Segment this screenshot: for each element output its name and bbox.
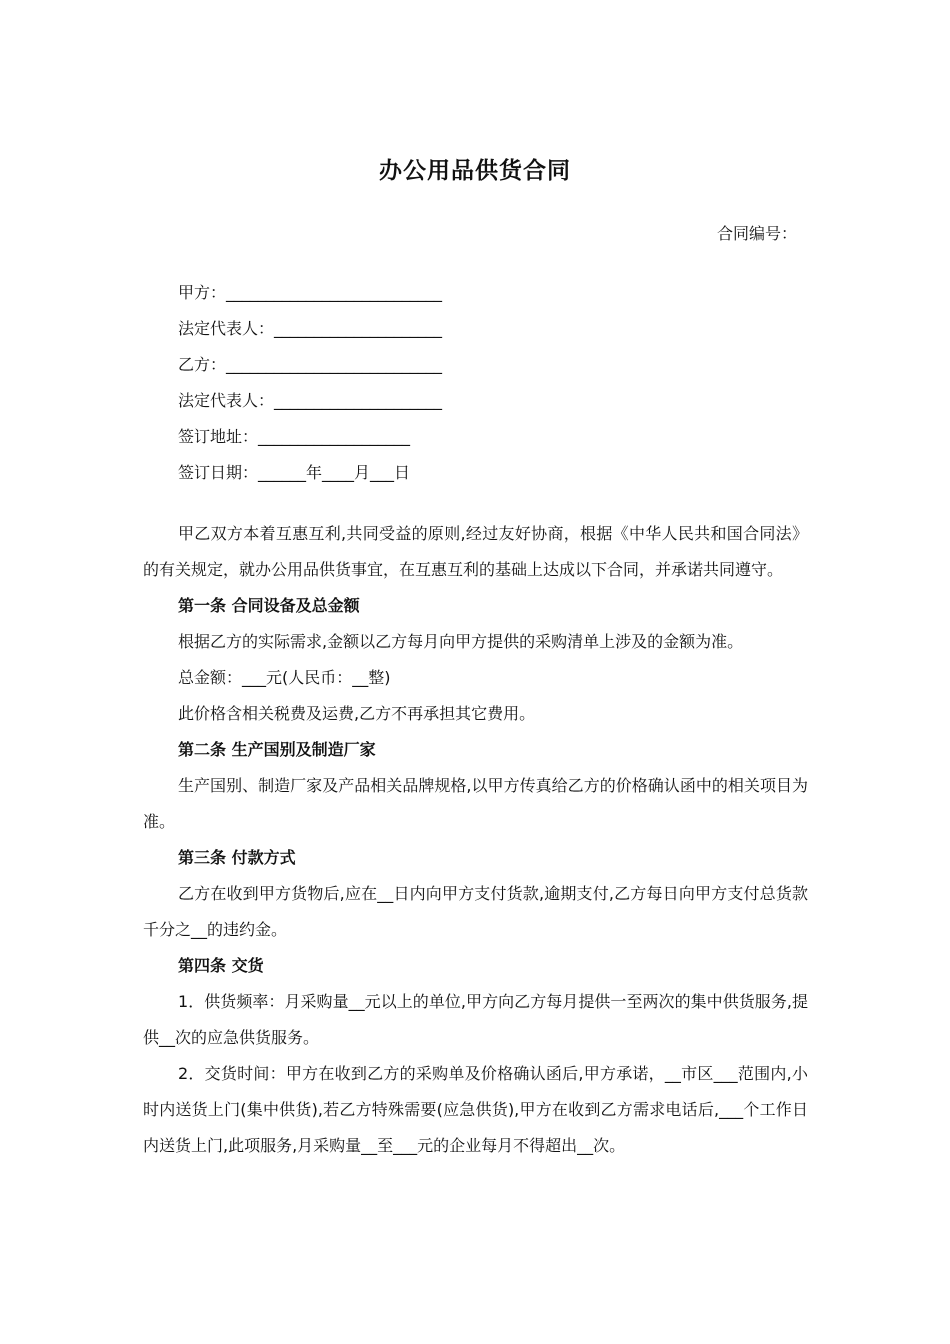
party-b-line: 乙方：___________________________ [178, 355, 443, 374]
article-2-paragraph-1: 生产国别、制造厂家及产品相关品牌规格,以甲方传真给乙方的价格确认函中的相关项目为准。 [143, 776, 808, 831]
article-4-heading: 第四条 交货 [178, 956, 264, 975]
article-4-paragraph-1: 1．供货频率：月采购量__元以上的单位,甲方向乙方每月提供一至两次的集中供货服务,提供__次的应急供货服务。 [143, 992, 808, 1047]
article-3-paragraph-1: 乙方在收到甲方货物后,应在__日内向甲方支付货款,逾期支付,乙方每日向甲方支付总货款千分之__的违约金。 [143, 884, 808, 939]
article-1-total-amount: 总金额：___元(人民币：__整) [178, 668, 391, 687]
party-b-representative-line: 法定代表人：_____________________ [178, 391, 443, 410]
party-a-line: 甲方：___________________________ [178, 283, 443, 302]
article-4-paragraph-2: 2．交货时间：甲方在收到乙方的采购单及价格确认函后,甲方承诺，__市区___范围内,小时内送货上门(集中供货),若乙方特殊需要(应急供货),甲方在收到乙方需求电话后,___个工作日内送货上门,此项服务,月采购量__至___元的企业每月不得超出__次。 [143, 1064, 808, 1155]
party-info-block [178, 280, 442, 496]
article-1-paragraph-1: 根据乙方的实际需求,金额以乙方每月向甲方提供的采购清单上涉及的金额为准。 [178, 632, 744, 651]
contract-body [143, 516, 808, 1164]
article-3-heading: 第三条 付款方式 [178, 848, 296, 867]
contract-number-label: 合同编号： [716, 224, 797, 243]
article-1-heading: 第一条 合同设备及总金额 [178, 596, 360, 615]
signing-date-line: 签订日期：______年____月___日 [178, 463, 411, 482]
party-a-representative-line: 法定代表人：_____________________ [178, 319, 443, 338]
intro-paragraph: 甲乙双方本着互惠互利,共同受益的原则,经过友好协商，根据《中华人民共和国合同法》的有关规定，就办公用品供货事宜，在互惠互利的基础上达成以下合同，并承诺共同遵守。 [143, 524, 808, 579]
document-title: 办公用品供货合同 [379, 158, 571, 184]
article-2-heading: 第二条 生产国别及制造厂家 [178, 740, 376, 759]
article-1-paragraph-3: 此价格含相关税费及运费,乙方不再承担其它费用。 [178, 704, 536, 723]
signing-address-line: 签订地址：___________________ [178, 427, 411, 446]
